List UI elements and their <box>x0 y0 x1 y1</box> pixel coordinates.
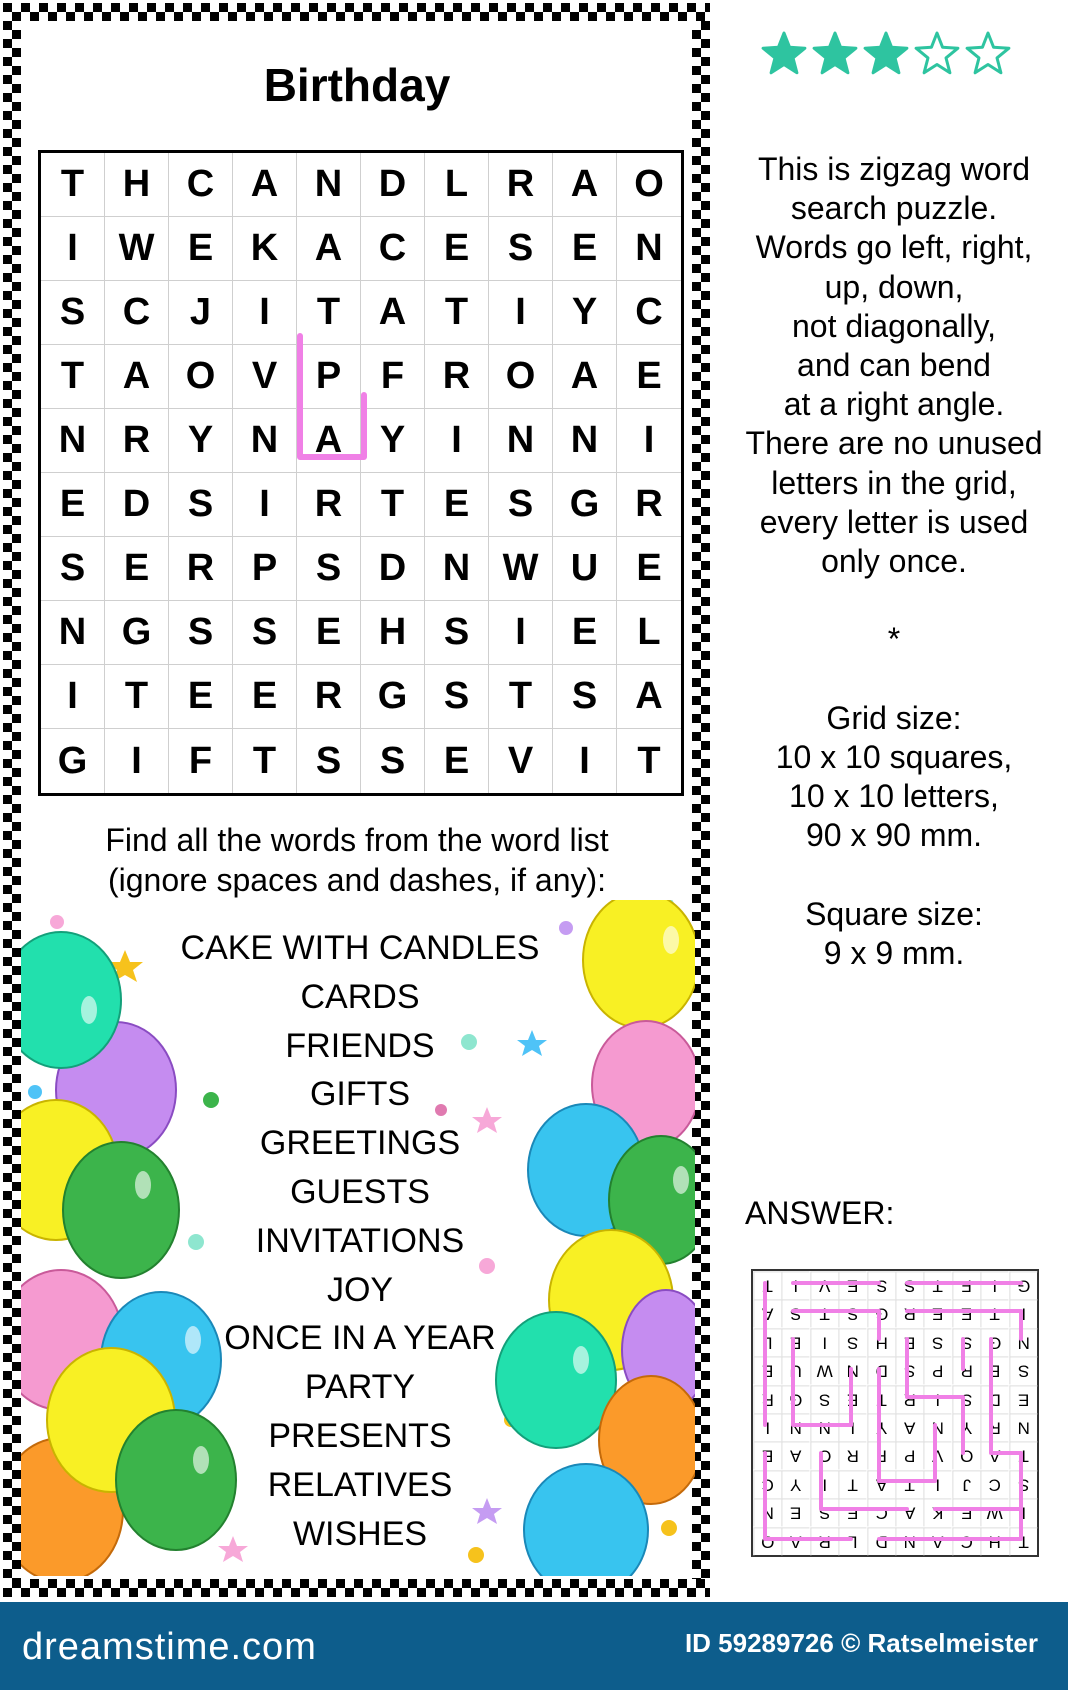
answer-cell: G <box>867 1299 895 1327</box>
grid-cell: T <box>233 729 297 793</box>
answer-cell: R <box>980 1413 1008 1441</box>
answer-cell: N <box>838 1356 866 1384</box>
grid-cell: D <box>105 473 169 537</box>
answer-cell: E <box>838 1271 866 1299</box>
grid-cell: A <box>361 281 425 345</box>
grid-cell: I <box>41 665 105 729</box>
answer-cell: R <box>895 1299 923 1327</box>
word-item: GREETINGS <box>259 1124 461 1163</box>
grid-cell: I <box>41 217 105 281</box>
grid-cell: S <box>425 665 489 729</box>
instructions-line-2: (ignore spaces and dashes, if any): <box>107 862 607 898</box>
grid-cell: R <box>489 153 553 217</box>
star-empty-icon <box>967 33 1009 73</box>
grid-cell: T <box>41 153 105 217</box>
answer-cell: N <box>1009 1328 1037 1356</box>
answer-cell: S <box>867 1271 895 1299</box>
rules-line: * <box>887 621 901 658</box>
word-item: WISHES <box>292 1514 428 1553</box>
grid-cell: S <box>297 729 361 793</box>
answer-cell: T <box>923 1271 951 1299</box>
answer-cell: E <box>923 1299 951 1327</box>
grid-cell: J <box>169 281 233 345</box>
grid-cell: N <box>233 409 297 473</box>
answer-cell: D <box>867 1527 895 1555</box>
grid-cell: S <box>41 537 105 601</box>
word-item: CAKE WITH CANDLES <box>180 929 540 967</box>
answer-cell: A <box>781 1527 809 1555</box>
answer-cell: G <box>781 1385 809 1413</box>
word-item: CARDS <box>300 977 420 1016</box>
rules-line <box>726 660 1062 699</box>
answer-cell: Y <box>867 1413 895 1441</box>
grid-cell: T <box>41 345 105 409</box>
grid-cell: O <box>489 345 553 409</box>
grid-cell: D <box>361 537 425 601</box>
answer-cell: A <box>867 1470 895 1498</box>
grid-cell: L <box>425 153 489 217</box>
grid-cell: K <box>233 217 297 281</box>
grid-cell: S <box>233 601 297 665</box>
answer-cell: G <box>980 1328 1008 1356</box>
answer-cell: I <box>1009 1299 1037 1327</box>
instructions-line-1: Find all the words from the word list <box>105 822 609 858</box>
rules-line: 90 x 90 mm. <box>805 817 983 854</box>
instructions <box>21 820 693 900</box>
answer-cell: E <box>895 1328 923 1356</box>
answer-cell: L <box>838 1527 866 1555</box>
grid-cell: N <box>297 153 361 217</box>
word-item: GUESTS <box>290 1172 430 1211</box>
grid-cell: S <box>489 217 553 281</box>
answer-cell: P <box>923 1356 951 1384</box>
answer-cell: I <box>810 1470 838 1498</box>
answer-cell: I <box>980 1271 1008 1299</box>
answer-cell: K <box>923 1498 951 1526</box>
grid-cell: E <box>617 345 681 409</box>
answer-cell: I <box>1009 1498 1037 1526</box>
grid-cell: A <box>297 217 361 281</box>
grid-cell: I <box>553 729 617 793</box>
answer-cell: E <box>753 1441 781 1469</box>
grid-cell: W <box>105 217 169 281</box>
grid-cell: F <box>169 729 233 793</box>
grid-cell: S <box>297 537 361 601</box>
answer-cell: E <box>838 1498 866 1526</box>
answer-cell: A <box>753 1299 781 1327</box>
answer-cell: E <box>753 1356 781 1384</box>
grid-cell: N <box>489 409 553 473</box>
grid-cell: A <box>553 153 617 217</box>
rules-line <box>726 856 1062 895</box>
answer-cell: E <box>1009 1385 1037 1413</box>
star-filled-icon <box>865 33 907 73</box>
grid-cell: A <box>297 409 361 473</box>
grid-cell: G <box>105 601 169 665</box>
answer-cell: O <box>753 1527 781 1555</box>
answer-cell: S <box>895 1356 923 1384</box>
rules-line: Square size: <box>805 895 983 932</box>
grid-cell: F <box>361 345 425 409</box>
answer-cell: I <box>810 1328 838 1356</box>
word-item: PRESENTS <box>268 1416 452 1455</box>
answer-cell: S <box>838 1328 866 1356</box>
answer-cell: H <box>867 1328 895 1356</box>
answer-cell: A <box>895 1413 923 1441</box>
answer-cell: L <box>753 1328 781 1356</box>
answer-cell: J <box>952 1470 980 1498</box>
answer-cell: T <box>753 1271 781 1299</box>
answer-cell: N <box>923 1413 951 1441</box>
answer-cell: Y <box>781 1470 809 1498</box>
answer-cell: T <box>895 1470 923 1498</box>
answer-cell: N <box>781 1413 809 1441</box>
word-item: INVITATIONS <box>255 1221 465 1260</box>
grid-cell: E <box>41 473 105 537</box>
grid-cell: T <box>637 739 661 782</box>
grid-cell: A <box>233 153 297 217</box>
grid-cell: S <box>169 473 233 537</box>
grid-cell: P <box>297 345 361 409</box>
grid-cell: E <box>105 537 169 601</box>
answer-cell: E <box>781 1328 809 1356</box>
grid-cell: T <box>425 281 489 345</box>
rules-line: There are no unused <box>745 425 1043 462</box>
answer-cell: R <box>895 1385 923 1413</box>
answer-cell: C <box>952 1527 980 1555</box>
answer-label: ANSWER: <box>745 1195 895 1231</box>
grid-cell: R <box>617 473 681 537</box>
grid-cell: N <box>425 537 489 601</box>
grid-cell: I <box>105 729 169 793</box>
answer-cell: R <box>952 1356 980 1384</box>
grid-cell: A <box>553 345 617 409</box>
grid-cell: E <box>169 665 233 729</box>
answer-cell: A <box>980 1441 1008 1469</box>
answer-cell: E <box>980 1356 1008 1384</box>
answer-cell: E <box>952 1498 980 1526</box>
grid-cell: Y <box>361 409 425 473</box>
grid-cell: L <box>617 601 681 665</box>
grid-cell: E <box>553 217 617 281</box>
answer-cell: F <box>952 1271 980 1299</box>
rules-line: 9 x 9 mm. <box>823 935 965 972</box>
rules-line: This is zigzag word <box>757 151 1031 187</box>
grid-cell: P <box>233 537 297 601</box>
grid-cell: I <box>425 409 489 473</box>
rules-line: Words go left, right, <box>755 229 1033 266</box>
answer-cell: S <box>895 1271 923 1299</box>
answer-cell: U <box>781 1356 809 1384</box>
grid-cell: S <box>425 601 489 665</box>
grid-cell: I <box>489 281 553 345</box>
puzzle-title: Birthday <box>263 59 451 111</box>
grid-cell: T <box>297 281 361 345</box>
answer-cell: W <box>810 1356 838 1384</box>
rules-line: 10 x 10 squares, <box>775 739 1013 776</box>
word-item: ONCE IN A YEAR <box>224 1319 496 1358</box>
grid-cell: C <box>361 217 425 281</box>
word-item: RELATIVES <box>267 1465 453 1504</box>
grid-cell: R <box>169 537 233 601</box>
grid-cell: E <box>425 729 489 793</box>
grid-cell: E <box>553 601 617 665</box>
grid-cell: E <box>425 473 489 537</box>
grid-cell: I <box>233 473 297 537</box>
answer-cell: P <box>895 1441 923 1469</box>
answer-cell: Y <box>952 1413 980 1441</box>
answer-cell: N <box>810 1413 838 1441</box>
rules-line: 10 x 10 letters, <box>789 778 999 815</box>
grid-cell: I <box>617 409 681 473</box>
grid-cell: R <box>425 345 489 409</box>
grid-cell: E <box>297 601 361 665</box>
grid-cell: T <box>361 473 425 537</box>
grid-cell: R <box>297 473 361 537</box>
word-item: FRIENDS <box>285 1026 435 1065</box>
star-empty-icon <box>916 33 958 73</box>
answer-cell: O <box>952 1441 980 1469</box>
word-item: GIFTS <box>309 1075 411 1114</box>
answer-cell: E <box>781 1498 809 1526</box>
answer-cell: A <box>923 1527 951 1555</box>
answer-cell: F <box>867 1441 895 1469</box>
answer-cell: D <box>867 1356 895 1384</box>
grid-cell: V <box>233 345 297 409</box>
difficulty-rating <box>758 28 1016 80</box>
rules-line: search puzzle. <box>790 190 998 227</box>
answer-cell: T <box>1009 1527 1037 1555</box>
answer-cell: S <box>923 1328 951 1356</box>
rules-line <box>726 581 1062 620</box>
grid-cell: T <box>489 665 553 729</box>
grid-cell: C <box>617 281 681 345</box>
image-id: ID 59289726 © Ratselmeister <box>684 1628 1038 1658</box>
rules-line: letters in the grid, <box>771 464 1017 501</box>
grid-cell: N <box>41 601 105 665</box>
grid-cell: G <box>553 473 617 537</box>
grid-cell: U <box>553 537 617 601</box>
answer-cell: C <box>980 1470 1008 1498</box>
grid-cell: S <box>169 601 233 665</box>
watermark-brand: dreamstime.com <box>22 1626 317 1668</box>
footer-bar <box>0 1602 1068 1690</box>
grid-cell: S <box>41 281 105 345</box>
answer-grid <box>751 1269 1039 1557</box>
grid-cell: E <box>169 217 233 281</box>
answer-cell: I <box>838 1413 866 1441</box>
grid-cell: D <box>361 153 425 217</box>
grid-cell: H <box>105 153 169 217</box>
grid-cell: H <box>361 601 425 665</box>
grid-cell: Y <box>553 281 617 345</box>
word-item-found: PARTY <box>170 1363 550 1412</box>
grid-cell: I <box>489 601 553 665</box>
answer-cell: C <box>867 1498 895 1526</box>
answer-cell: S <box>952 1385 980 1413</box>
grid-cell: G <box>361 665 425 729</box>
answer-cell: S <box>810 1385 838 1413</box>
rules-line: at a right angle. <box>783 386 1005 423</box>
answer-cell: N <box>895 1527 923 1555</box>
grid-cell: Y <box>169 409 233 473</box>
answer-cell: O <box>810 1441 838 1469</box>
answer-cell: W <box>980 1498 1008 1526</box>
rules-line: not diagonally, <box>792 307 996 344</box>
grid-cell: E <box>617 537 681 601</box>
grid-cell: I <box>233 281 297 345</box>
answer-cell: T <box>980 1299 1008 1327</box>
answer-cell: I <box>923 1470 951 1498</box>
answer-cell: S <box>1009 1470 1037 1498</box>
answer-cell: T <box>838 1470 866 1498</box>
answer-cell: I <box>753 1413 781 1441</box>
answer-cell: V <box>923 1441 951 1469</box>
grid-cell: R <box>297 665 361 729</box>
grid-cell: N <box>617 217 681 281</box>
answer-cell: D <box>980 1385 1008 1413</box>
answer-cell: E <box>952 1299 980 1327</box>
grid-cell: T <box>105 665 169 729</box>
answer-cell: H <box>980 1527 1008 1555</box>
rules-line: every letter is used <box>759 503 1029 540</box>
grid-cell: S <box>553 665 617 729</box>
star-filled-icon <box>814 33 856 73</box>
answer-cell: S <box>781 1299 809 1327</box>
grid-cell: C <box>169 153 233 217</box>
answer-cell: S <box>1009 1356 1037 1384</box>
word-item: JOY <box>326 1270 394 1309</box>
answer-cell: E <box>838 1385 866 1413</box>
grid-cell: S <box>361 729 425 793</box>
answer-cell: S <box>810 1498 838 1526</box>
answer-cell: T <box>1009 1441 1037 1469</box>
answer-cell: R <box>838 1441 866 1469</box>
grid-cell: O <box>617 153 681 217</box>
letter-grid <box>38 150 684 796</box>
grid-cell: G <box>41 729 105 793</box>
star-filled-icon <box>763 33 805 73</box>
answer-cell: G <box>1009 1271 1037 1299</box>
answer-cell: R <box>810 1527 838 1555</box>
grid-cell: A <box>617 665 681 729</box>
grid-cell: E <box>233 665 297 729</box>
answer-cell: S <box>838 1299 866 1327</box>
rules-line: only once. <box>821 543 967 580</box>
answer-cell: A <box>895 1498 923 1526</box>
grid-cell: C <box>105 281 169 345</box>
answer-cell: N <box>753 1498 781 1526</box>
rules-line: Grid size: <box>826 699 962 736</box>
puzzle-rules <box>726 150 1062 973</box>
answer-cell: N <box>1009 1413 1037 1441</box>
grid-cell: O <box>169 345 233 409</box>
grid-cell: W <box>489 537 553 601</box>
answer-cell: T <box>810 1299 838 1327</box>
grid-cell: N <box>553 409 617 473</box>
grid-cell: A <box>105 345 169 409</box>
answer-cell: A <box>781 1441 809 1469</box>
answer-cell: S <box>952 1328 980 1356</box>
grid-cell: N <box>41 409 105 473</box>
answer-cell: I <box>923 1385 951 1413</box>
rules-line: and can bend <box>797 347 991 384</box>
answer-cell: I <box>781 1271 809 1299</box>
grid-cell: E <box>425 217 489 281</box>
answer-cell: T <box>867 1385 895 1413</box>
answer-cell: R <box>753 1385 781 1413</box>
grid-cell: S <box>489 473 553 537</box>
answer-cell: V <box>810 1271 838 1299</box>
answer-cell: C <box>753 1470 781 1498</box>
grid-cell: R <box>105 409 169 473</box>
grid-cell: V <box>489 729 553 793</box>
rules-line: up, down, <box>824 268 964 305</box>
word-list <box>170 924 550 1558</box>
